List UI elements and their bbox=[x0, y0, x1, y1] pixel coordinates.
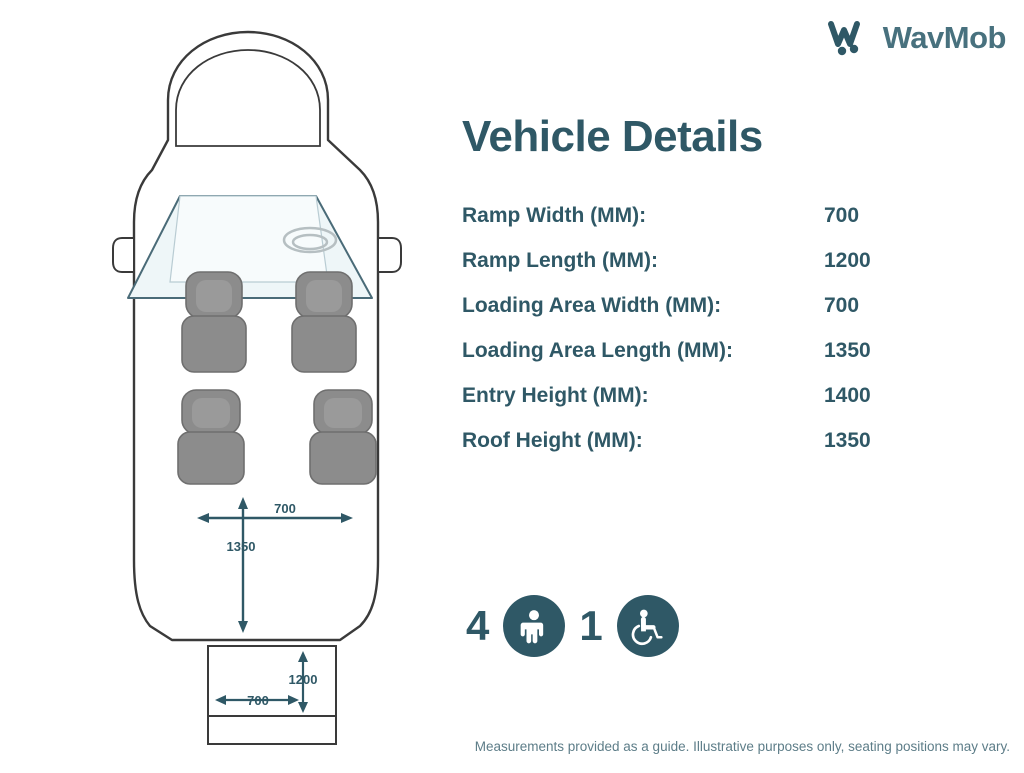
spec-value: 1400 bbox=[824, 384, 871, 407]
spec-row-loading-area-length bbox=[462, 339, 1010, 363]
spec-label: Ramp Length (MM): bbox=[462, 249, 658, 272]
wheelchair-icon bbox=[617, 595, 679, 657]
dim-loading-length: 1350 bbox=[226, 539, 256, 554]
passenger-count: 4 bbox=[466, 602, 490, 649]
wheelchair-count: 1 bbox=[579, 602, 603, 649]
spec-value: 1200 bbox=[824, 249, 871, 272]
brand-name: WavMob bbox=[882, 20, 1006, 55]
spec-row-ramp-width bbox=[462, 204, 1010, 228]
footnote-text: Measurements provided as a guide. Illustrative purposes only, seating positions may vary. bbox=[474, 739, 1010, 754]
person-icon bbox=[503, 595, 565, 657]
dim-ramp-width: 700 bbox=[247, 693, 269, 708]
spec-value: 1350 bbox=[824, 339, 871, 362]
dim-ramp-length: 1200 bbox=[288, 672, 318, 687]
vehicle-plan-view bbox=[0, 0, 462, 768]
brand-logo bbox=[827, 18, 1006, 58]
dim-loading-width: 700 bbox=[274, 501, 296, 516]
spec-value: 1350 bbox=[824, 429, 871, 452]
spec-label: Loading Area Length (MM): bbox=[462, 339, 734, 362]
spec-value: 700 bbox=[824, 294, 860, 317]
spec-label: Loading Area Width (MM): bbox=[462, 294, 722, 317]
spec-row-entry-height bbox=[462, 384, 1010, 408]
capacity-summary bbox=[466, 595, 679, 657]
spec-label: Entry Height (MM): bbox=[462, 384, 649, 407]
spec-row-roof-height bbox=[462, 429, 1010, 453]
wavmob-logo-icon bbox=[827, 18, 873, 58]
spec-row-ramp-length bbox=[462, 249, 1010, 273]
vehicle-details-panel bbox=[462, 112, 1010, 474]
spec-row-loading-area-width bbox=[462, 294, 1010, 318]
spec-value: 700 bbox=[824, 204, 860, 227]
spec-label: Roof Height (MM): bbox=[462, 429, 643, 452]
spec-label: Ramp Width (MM): bbox=[462, 204, 647, 227]
page-title: Vehicle Details bbox=[462, 112, 763, 161]
